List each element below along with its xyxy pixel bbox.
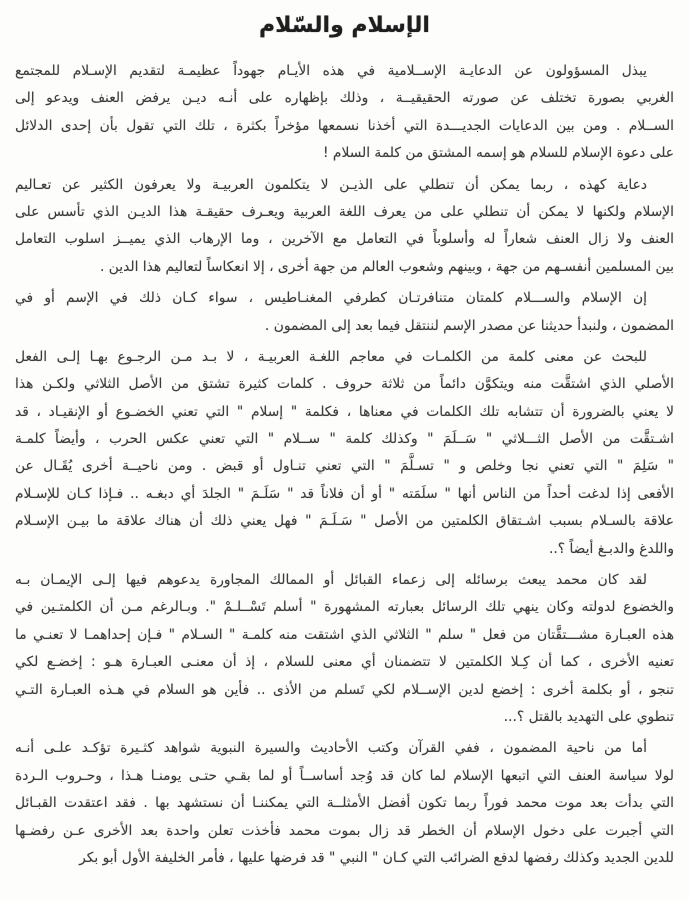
text-line: على دعوة الإسلام للسلام هو إسمه المشتق من كلمة السلام ! <box>323 145 674 162</box>
text-line: الأفعى إذا لدغت أحداً من الناس أنها " سلَمَته " أو أن فلاناً قد " سَلَـمَ " الجلدَ أي دبغـه .. فـإذا كـان للإسـلام <box>15 485 674 502</box>
page-title: الإسلام والسّلام <box>259 13 430 38</box>
text-line: تعنيه الأخرى ، كما أن كِـلا الكلمتين لا تتضمنان أي معنى للسلام ، إذ أن معنـى العبـارة هـو : إخضـع لكي <box>15 654 674 671</box>
paragraph <box>15 285 674 340</box>
text-line: لولا سياسة العنف التي اتبعها الإسلام لما كان قد وُجد أساســاً أو لما بقـي حتـى يومنـا هـذا ، وحـروب الـردة <box>15 767 674 784</box>
text-line: لا يعني بالضرورة أن تتشابه تلك الكلمات في معناها ، فكلمة " إسلام " التي تعني الخضـوع أو الإنقيـاد ، قد <box>15 403 674 420</box>
text-line: الســلام . ومن بين الدعايات الجديـــدة التي أخذنا نسمعها مؤخراً بكثرة ، تلك التي تقول بأن إحدى الدلائل <box>15 117 674 134</box>
text-line: للبحث عن معنى كلمة من الكلمـات في معاجم اللغـة العربيـة ، لا بـد مـن الرجـوع بهـا إلـى الفعل <box>15 348 647 365</box>
text-line: الغربي بصورة تختلف عن صورته الحقيقيــة ، وذلك بإظهاره على أنـه ديـن يرفض العنف ويدعو إلى <box>15 90 674 107</box>
document-body <box>0 53 689 872</box>
text-line: تنجو ، أو بكلمة أخرى : إخضع لدين الإســلام لكي تَسلم من الأذى .. فأين هو السلام في هـذه العبـارة التـي <box>15 681 674 698</box>
text-line: دعاية كهذه ، ربما يمكن أن تنطلي على الذيـن لا يتكلمون العربيـة ولا يعرفون الكثير عن تعـاليم <box>15 176 647 193</box>
text-line: بين المسلمين أنفسـهم من جهة ، وبينهم وشعوب العالم من جهة أخرى ، إلا انعكاساً لتعاليم هذا الدين . <box>100 258 674 275</box>
text-line: إن الإسلام والســـلام كلمتان متنافرتـان كطرفي المغنـاطيس ، سواء كـان ذلك في الإسم أو في <box>15 290 647 307</box>
text-line: يبذل المسؤولون عن الدعايـة الإســلامية في هذه الأيـام جهوداً عظيمـة لتقديم الإسـلام للمجتمع <box>15 63 647 79</box>
text-line: علاقة بالسـلام بسبب اشـتقاق الكلمتين من الأصل " سَـلَـمَ " فهل يعني ذلك أن هناك علاقة ما بيـن الإسـلام <box>15 513 674 530</box>
text-line: للدين الجديد وكذلك رفضها لدفع الضرائب التي كـان " النبي " قد فرضها عليها ، فأمر الخليفة الأول أبو بكر <box>79 849 674 866</box>
text-line: المضمون ، ولنبدأ حديثنا عن مصدر الإسم لننتقل فيما بعد إلى المضمون . <box>264 317 674 334</box>
text-line: " سَلِمَ " التي تعني نجا وخلص و " تسـلَّمَ " التي تعني تنـاول أو قبض . ومن ناحيــة أخرى يُقَـال عن <box>15 458 674 475</box>
text-line: الإسلام ولكنها لا يمكن أن تنطلي على من يعرف اللغة العربية ويعـرف حقيقـة هذا الديـن الذي تأسس على <box>15 203 674 220</box>
paragraph <box>15 735 674 872</box>
paragraph <box>15 172 674 282</box>
paragraph <box>15 58 674 168</box>
paragraph <box>15 344 674 563</box>
paragraph <box>15 567 674 731</box>
text-line: واللدغ والدبـغ أيضاً ؟.. <box>548 540 674 557</box>
text-line: التي بدأت بعد موت محمد فوراً ربما تكون أفضل الأمثلــة التي يمكننـا أن نستشهد بها . فقد اعتقدت القبـائل <box>15 795 674 812</box>
text-line: التي أجبرت على دخول الإسلام أن الخطر قد زال بموت محمد فأخذت تعلن واحدة بعد الأخرى عـن رفضـها <box>15 822 674 839</box>
text-line: تنطوي على التهديد بالقتل ؟... <box>503 708 674 725</box>
text-line: لقد كان محمد يبعث برسائله إلى زعماء القبائل أو الممالك المجاورة يدعوهم فيها إلـى الإيمـان بـه <box>15 572 647 589</box>
text-line: والخضوع لدولته وكان ينهي تلك الرسائل بعبارته المشهورة " أسلم تَسْــلـمْ ". وبـالرغم مـن أن الكلمتـين في <box>15 599 674 616</box>
text-line: أما من ناحية المضمون ، ففي القرآن وكتب الأحاديث والسيرة النبوية شواهد كثـيرة تؤكـد علـى أنـه <box>15 740 647 757</box>
text-line: اشـتقَّت من الأصل الثـــلاثي " سَــلَمَ " وكذلك كلمة " ســلام " التي تعني عكس الحرب ، وأيضاً كلمـة <box>15 431 674 448</box>
text-line: العنف ولا زال العنف شعاراً له وأسلوباً في التعامل مع الآخرين ، وما الإرهاب الذي يميــز اسلوب التعامل <box>15 231 674 248</box>
text-line: هذه العبـارة مشـــتقَّتان من فعل " سلم " الثلاثي الذي اشتقت منه كلمـة " السـلام " فـإن إحداهمـا لا تعنـي ما <box>15 626 674 643</box>
text-line: الأصلي الذي اشتقَّت منه ويتكوَّن دائماً من ثلاثة حروف . كلمات كثيرة تشتق من الأصل الثلاثي ولكـن هذا <box>15 376 674 393</box>
